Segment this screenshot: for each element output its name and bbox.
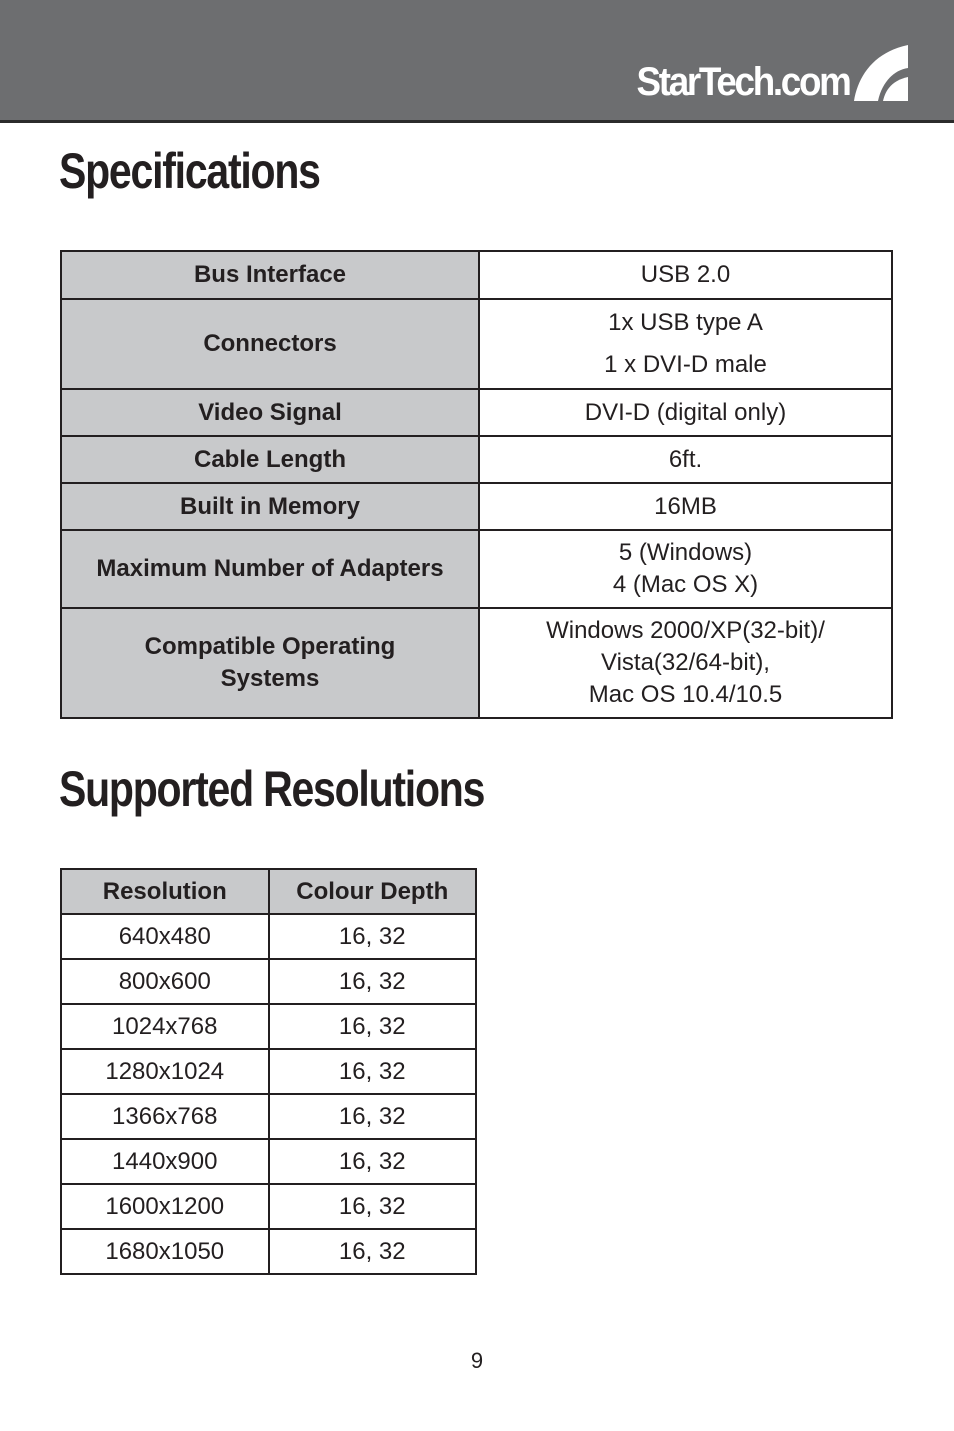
- spec-label: Bus Interface: [61, 251, 479, 299]
- spec-value-line: Vista(32/64-bit),: [601, 649, 770, 676]
- spec-label: Built in Memory: [61, 483, 479, 530]
- spec-value-line: 1 x DVI-D male: [604, 351, 767, 378]
- spec-value: [479, 530, 892, 608]
- spec-row: [61, 608, 892, 718]
- resolution-cell: 800x600: [61, 959, 269, 1004]
- table-row: [61, 1004, 476, 1049]
- spec-value: [479, 608, 892, 718]
- colour-depth-cell: 16, 32: [269, 1094, 477, 1139]
- spec-value: 16MB: [479, 483, 892, 530]
- spec-row: [61, 251, 892, 299]
- specifications-title: Specifications: [59, 143, 320, 199]
- spec-value-line: 1x USB type A: [608, 309, 763, 336]
- spec-row: [61, 299, 892, 389]
- colour-depth-cell: 16, 32: [269, 1004, 477, 1049]
- spec-label-line: Compatible Operating: [144, 633, 396, 660]
- spec-value: 6ft.: [479, 436, 892, 483]
- spec-value: USB 2.0: [479, 251, 892, 299]
- resolution-cell: 1440x900: [61, 1139, 269, 1184]
- spec-label-line: Systems: [220, 665, 320, 692]
- page-number: 9: [470, 1348, 484, 1373]
- table-row: [61, 1184, 476, 1229]
- spec-value-line: 5 (Windows): [618, 539, 753, 566]
- column-header-resolution: Resolution: [61, 869, 269, 914]
- resolution-cell: 1600x1200: [61, 1184, 269, 1229]
- table-row: [61, 1094, 476, 1139]
- spec-value-line: Windows 2000/XP(32-bit)/: [546, 617, 825, 644]
- spec-label: Maximum Number of Adapters: [61, 530, 479, 608]
- spec-value-line: Mac OS 10.4/10.5: [588, 681, 783, 708]
- spec-row: [61, 436, 892, 483]
- spec-value: [479, 299, 892, 389]
- specifications-table: [60, 250, 893, 719]
- table-row: [61, 914, 476, 959]
- resolution-cell: 1680x1050: [61, 1229, 269, 1274]
- table-row: [61, 959, 476, 1004]
- table-row: [61, 1229, 476, 1274]
- spec-row: [61, 483, 892, 530]
- spec-label: Video Signal: [61, 389, 479, 436]
- supported-resolutions-title: Supported Resolutions: [59, 761, 485, 817]
- colour-depth-cell: 16, 32: [269, 1139, 477, 1184]
- header-bar: [0, 0, 954, 123]
- brand-name: StarTech.com: [636, 60, 850, 104]
- spec-row: [61, 530, 892, 608]
- spec-label: [61, 608, 479, 718]
- spec-row: [61, 389, 892, 436]
- spec-label: Cable Length: [61, 436, 479, 483]
- resolutions-table: [60, 868, 477, 1275]
- colour-depth-cell: 16, 32: [269, 1184, 477, 1229]
- spec-label: Connectors: [61, 299, 479, 389]
- table-row: [61, 1139, 476, 1184]
- colour-depth-cell: 16, 32: [269, 1049, 477, 1094]
- colour-depth-cell: 16, 32: [269, 959, 477, 1004]
- table-row: [61, 1049, 476, 1094]
- table-header-row: [61, 869, 476, 914]
- column-header-colour-depth: Colour Depth: [269, 869, 477, 914]
- resolution-cell: 1280x1024: [61, 1049, 269, 1094]
- spec-value: DVI-D (digital only): [479, 389, 892, 436]
- colour-depth-cell: 16, 32: [269, 914, 477, 959]
- startech-logo: [618, 44, 910, 104]
- resolution-cell: 1366x768: [61, 1094, 269, 1139]
- spec-value-line: 4 (Mac OS X): [612, 571, 759, 598]
- resolution-cell: 640x480: [61, 914, 269, 959]
- resolution-cell: 1024x768: [61, 1004, 269, 1049]
- swoosh-logo-icon: [852, 44, 910, 104]
- colour-depth-cell: 16, 32: [269, 1229, 477, 1274]
